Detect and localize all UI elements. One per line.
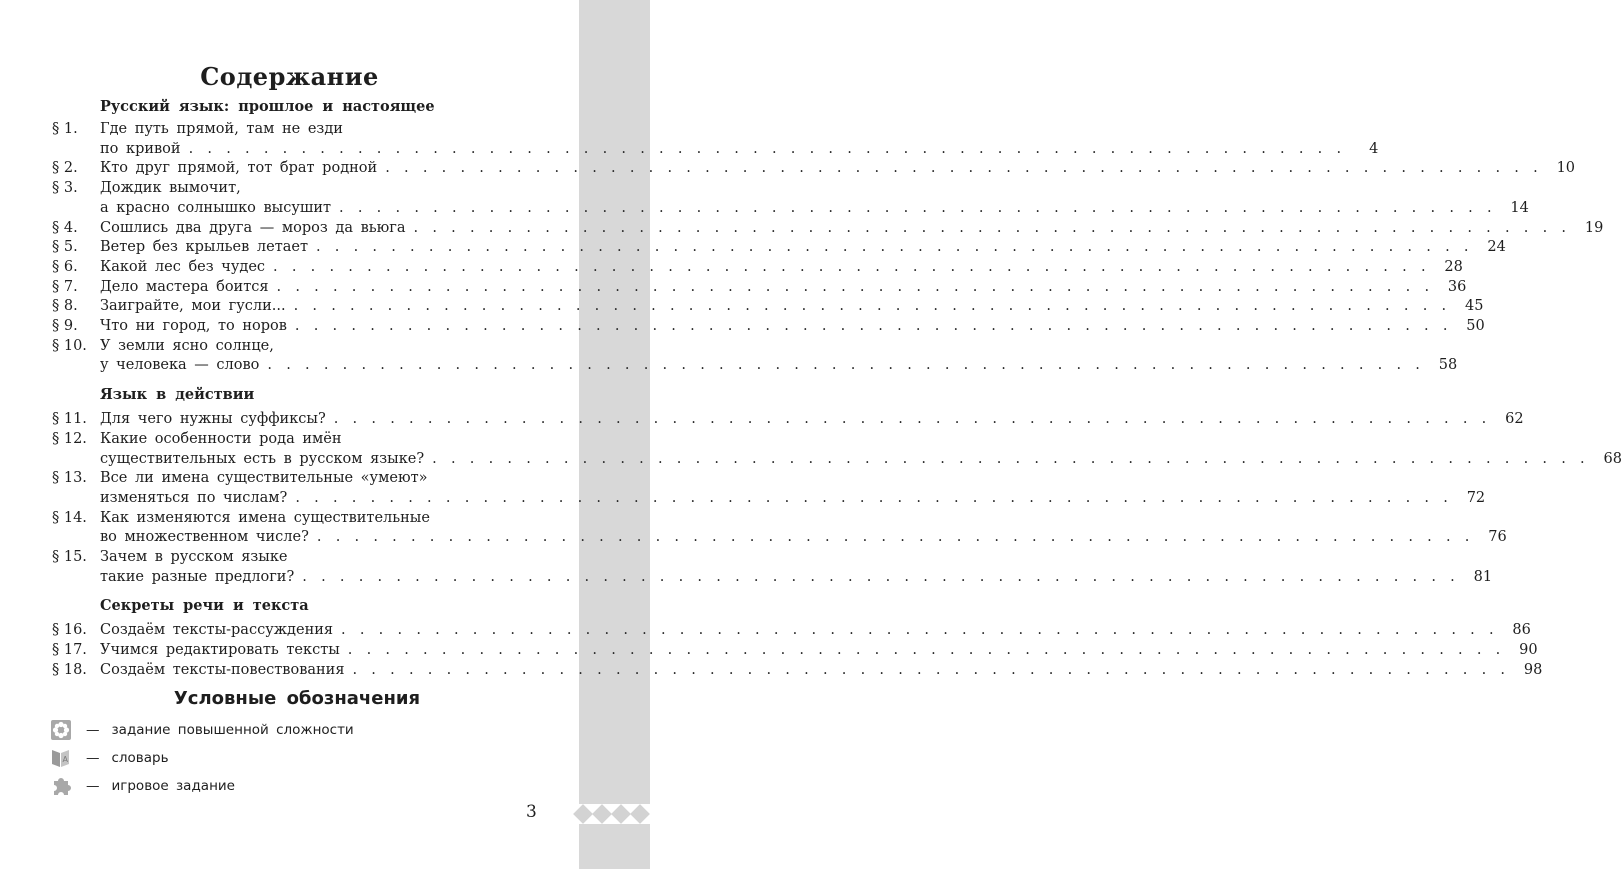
toc-entry[interactable] [52,469,1486,508]
entry-title: Для чего нужны суффиксы? [100,411,326,428]
entry-title: Как изменяются имена существительные [100,509,430,526]
leader-dots [295,489,1451,509]
leader-dots [294,297,1450,317]
toc-entry[interactable] [52,120,1379,159]
entry-title: Зачем в русском языке [100,549,288,566]
entry-title: по кривой [100,140,181,157]
flower-square-icon [50,719,72,741]
legend-dash: — [86,778,100,794]
leader-dots [348,641,1504,661]
entry-page: 68 [1603,450,1622,467]
entry-title: во множественном числе? [100,529,309,546]
entry-title: Какие особенности рода имён [100,430,342,447]
entry-number: § 18. [52,661,87,678]
entry-title: Ветер без крыльев летает [100,239,308,256]
entry-page: 4 [1369,140,1379,157]
entry-title: Дело мастера боится [100,278,269,295]
entry-number: § 4. [52,219,78,236]
leader-dots [302,568,1458,588]
entry-page: 50 [1466,318,1485,335]
toc-section-heading: Русский язык: прошлое и настоящее [100,98,435,115]
entry-number: § 7. [52,278,78,295]
entry-title: Все ли имена существительные «умеют» [100,470,428,487]
leader-dots [385,159,1541,179]
entry-number: § 13. [52,470,87,487]
toc-entry[interactable] [52,548,1493,587]
entry-page: 14 [1510,199,1529,216]
leader-dots [339,199,1495,219]
toc-entry[interactable] [52,219,1604,239]
entry-title: Какой лес без чудес [100,258,266,275]
entry-number: § 6. [52,258,78,275]
entry-title: Сошлись два друга — мороз да вьюга [100,219,406,236]
toc-entry[interactable] [52,661,1543,681]
entry-title: Заиграйте, мои гусли... [100,298,286,315]
entry-title: Что ни город, то норов [100,318,287,335]
toc-entry[interactable] [52,621,1531,641]
entry-title: Дождик вымочит, [100,180,241,197]
entry-page: 19 [1584,219,1604,236]
leader-dots [277,278,1433,298]
entry-page: 76 [1488,529,1507,546]
leader-dots [414,219,1570,239]
entry-number: § 2. [52,160,78,177]
entry-number: § 9. [52,318,78,335]
toc-entry[interactable] [52,317,1485,337]
entry-page: 24 [1487,239,1506,256]
table-of-contents [52,96,1622,681]
page-number: 3 [526,802,537,822]
toc-entry[interactable] [52,337,1458,376]
page-title: Содержание [200,62,379,91]
entry-page: 86 [1512,622,1531,639]
entry-title: Создаём тексты-повествования [100,661,345,678]
toc-entry[interactable] [52,238,1506,258]
svg-text:A: A [62,755,68,764]
diamond-ornament [579,804,650,824]
entry-page: 45 [1464,298,1484,315]
entry-number: § 11. [52,411,87,428]
entry-page: 98 [1523,661,1543,678]
entry-number: § 1. [52,121,78,137]
entry-title: Учимся редактировать тексты [100,642,340,659]
leader-dots [295,317,1451,337]
entry-number: § 5. [52,239,78,256]
leader-dots [189,140,1345,160]
entry-page: 58 [1438,357,1458,374]
entry-title: изменяться по числам? [100,489,288,506]
toc-entry[interactable] [52,179,1529,218]
entry-number: § 16. [52,622,87,639]
toc-entry[interactable] [52,297,1484,317]
diamond-icon [630,804,650,824]
book-icon [50,747,72,769]
leader-dots [334,410,1490,430]
entry-page: 62 [1505,411,1524,428]
entry-number: § 10. [52,337,87,354]
toc-entry[interactable] [52,258,1463,278]
legend-item [50,744,354,772]
diamond-icon [592,804,612,824]
legend-dash: — [86,722,100,738]
entry-page: 81 [1473,568,1493,585]
leader-dots [316,238,1472,258]
toc-entry[interactable] [52,430,1622,469]
toc-section-heading: Секреты речи и текста [100,597,309,615]
entry-page: 28 [1444,258,1463,275]
leader-dots [317,528,1473,548]
entry-title: такие разные предлоги? [100,568,295,585]
entry-title: У земли ясно солнце, [100,337,274,354]
entry-number: § 8. [52,298,78,315]
leader-dots [341,621,1497,641]
toc-section-heading: Язык в действии [100,386,255,404]
leader-dots [267,356,1423,376]
legend-item [50,716,354,744]
toc-entry[interactable] [52,410,1524,430]
toc-entry[interactable] [52,159,1576,179]
leader-dots [432,450,1588,470]
entry-title: а красно солнышко высушит [100,199,332,216]
legend-dash: — [86,750,100,766]
entry-number: § 15. [52,549,87,566]
entry-title: Создаём тексты-рассуждения [100,622,334,639]
toc-entry[interactable] [52,278,1467,298]
entry-title: Где путь прямой, там не езди [100,121,343,137]
legend-label: словарь [111,750,169,766]
entry-title: Кто друг прямой, тот брат родной [100,160,378,177]
entry-number: § 12. [52,430,87,447]
toc-entry[interactable] [52,641,1538,661]
leader-dots [273,258,1429,278]
diamond-icon [611,804,631,824]
leader-dots [352,661,1508,681]
entry-title: у человека — слово [100,357,260,374]
legend-label: игровое задание [111,778,235,794]
puzzle-icon [50,775,72,797]
entry-page: 36 [1447,278,1467,295]
legend [50,716,354,800]
legend-item [50,772,354,800]
entry-page: 72 [1466,489,1486,506]
entry-page: 90 [1519,642,1538,659]
entry-title: существительных есть в русском языке? [100,450,425,467]
entry-number: § 14. [52,509,87,526]
entry-number: § 17. [52,642,87,659]
legend-label: задание повышенной сложности [111,722,354,738]
legend-title: Условные обозначения [173,688,421,709]
entry-number: § 3. [52,180,78,197]
entry-page: 10 [1556,160,1576,177]
toc-entry[interactable] [52,509,1507,548]
